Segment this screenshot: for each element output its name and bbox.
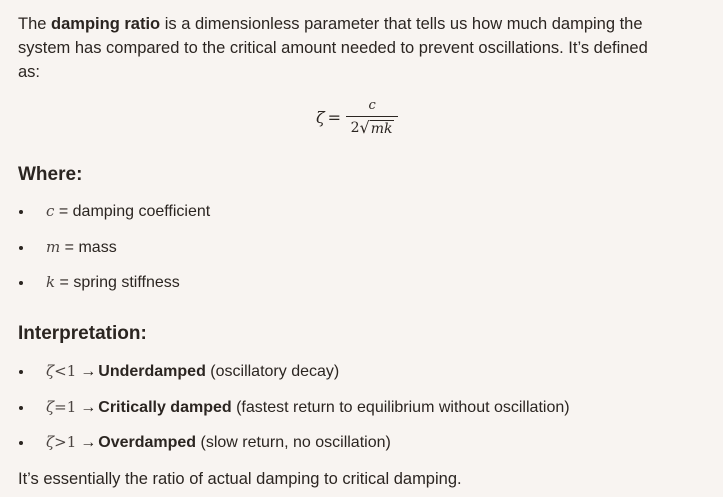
zeta-symbol: ζ: [46, 398, 55, 416]
regime-description: (oscillatory decay): [205, 363, 340, 380]
definition-text: = spring stiffness: [55, 274, 180, 291]
definition-text: = mass: [60, 239, 117, 256]
regime-description: (slow return, no oscillation): [196, 434, 391, 451]
list-item: [0, 199, 723, 223]
comparison-value: 1: [66, 398, 77, 416]
bullet-icon: [19, 370, 23, 374]
comparison-operator: =: [54, 398, 67, 416]
intro-text: is a dimensionless parameter that tells us how much damping the: [160, 15, 643, 33]
formula-equals: =: [327, 107, 342, 127]
arrow-right-icon: →: [80, 434, 97, 451]
zeta-symbol: ζ: [46, 433, 55, 451]
arrow-right-icon: →: [80, 399, 97, 416]
formula-fraction: [346, 98, 398, 137]
list-item: [0, 395, 723, 419]
bullet-icon: [19, 281, 23, 285]
intro-line-1: [18, 12, 708, 36]
intro-line-2: system has compared to the critical amount needed to prevent oscillations. It’s defined: [18, 39, 648, 57]
list-item: [0, 430, 723, 454]
comparison-value: 1: [66, 433, 77, 451]
list-item: [0, 359, 723, 383]
bullet-icon: [19, 406, 23, 410]
comparison-operator: <: [54, 362, 67, 380]
definition-text: = damping coefficient: [54, 203, 211, 220]
symbol-c: c: [46, 202, 55, 220]
symbol-k: k: [46, 273, 56, 291]
regime-description: (fastest return to equilibrium without oscillation): [231, 399, 570, 416]
intro-text: The: [18, 15, 52, 33]
damping-ratio-formula: [316, 94, 398, 140]
damping-ratio-term: damping ratio: [51, 15, 161, 33]
list-item: [0, 270, 723, 294]
regime-label: Overdamped: [98, 434, 197, 451]
intro-paragraph: [18, 12, 708, 84]
list-item: [0, 235, 723, 259]
sqrt-icon: √: [359, 117, 370, 137]
formula-numerator: c: [368, 97, 376, 113]
formula-denominator: [351, 117, 394, 137]
interpretation-heading: Interpretation:: [18, 323, 147, 344]
summary-sentence: It’s essentially the ratio of actual damping to critical damping.: [18, 470, 462, 488]
bullet-icon: [19, 210, 23, 214]
arrow-right-icon: →: [80, 363, 97, 380]
symbol-m: m: [46, 238, 61, 256]
bullet-icon: [19, 246, 23, 250]
comparison-operator: >: [54, 433, 67, 451]
formula-zeta: ζ: [316, 107, 325, 127]
regime-label: Critically damped: [98, 399, 232, 416]
sqrt-radicand: mk: [370, 120, 393, 137]
bullet-icon: [19, 441, 23, 445]
regime-label: Underdamped: [98, 363, 206, 380]
intro-line-3: as:: [18, 63, 41, 81]
zeta-symbol: ζ: [46, 362, 55, 380]
where-heading: Where:: [18, 164, 83, 185]
comparison-value: 1: [66, 362, 77, 380]
denominator-coefficient: 2: [350, 119, 360, 136]
